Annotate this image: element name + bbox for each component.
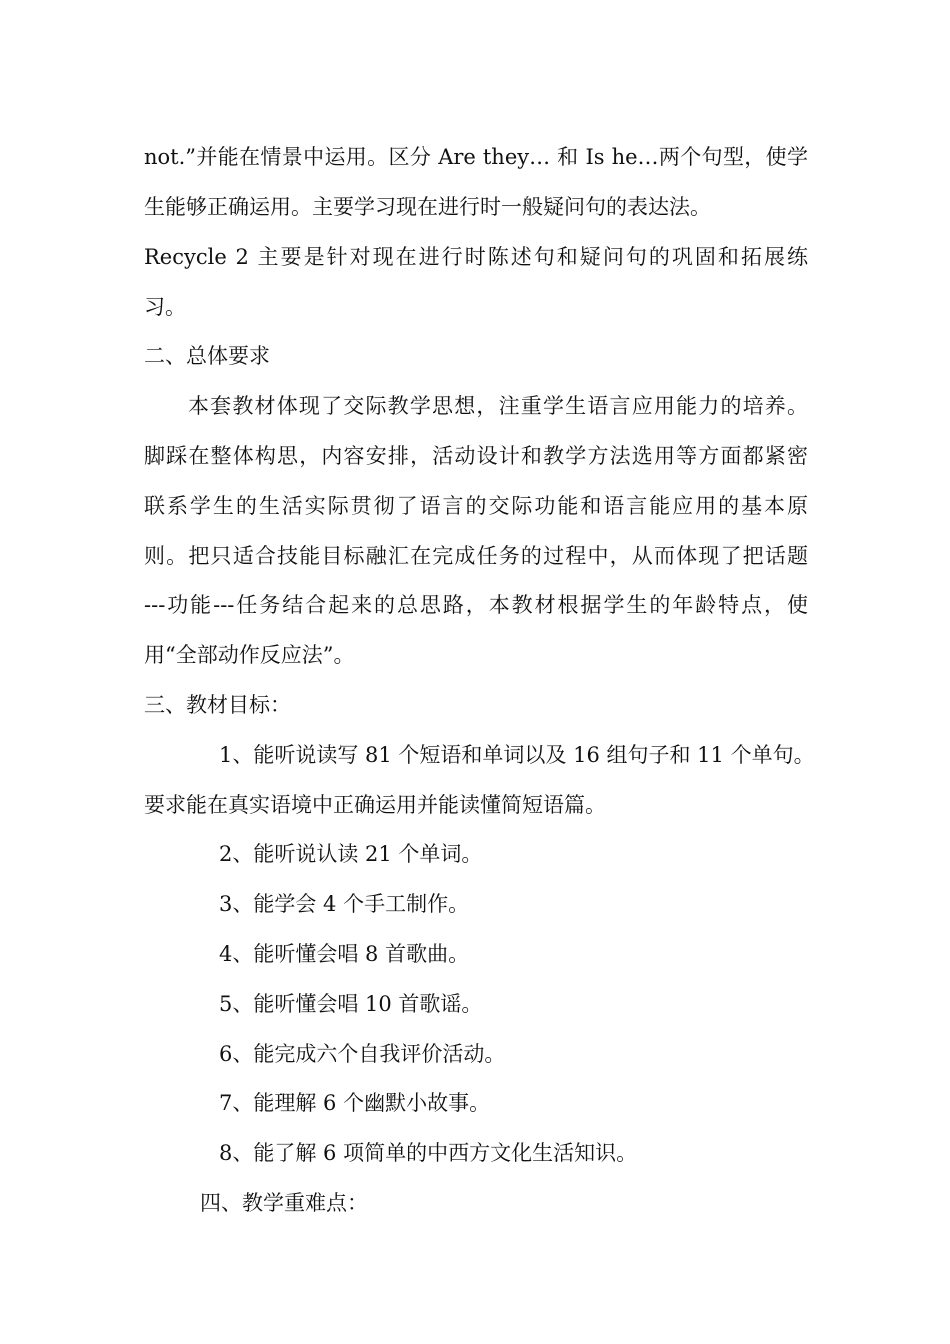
paragraph-line: 习。 (144, 295, 186, 319)
paragraph-line: 则。把只适合技能目标融汇在完成任务的过程中，从而体现了把话题 (144, 544, 808, 568)
list-item: 3、能学会 4 个手工制作。 (219, 892, 470, 916)
paragraph-line: ---功能---任务结合起来的总思路，本教材根据学生的年龄特点，使 (144, 593, 808, 617)
list-item: 1、能听说读写 81 个短语和单词以及 16 组句子和 11 个单句。 (219, 743, 815, 767)
section-heading: 二、总体要求 (144, 344, 270, 368)
list-item: 6、能完成六个自我评价活动。 (219, 1042, 506, 1066)
section-heading: 四、教学重难点： (200, 1191, 368, 1215)
list-item: 2、能听说认读 21 个单词。 (219, 842, 483, 866)
list-item: 8、能了解 6 项简单的中西方文化生活知识。 (219, 1141, 638, 1165)
paragraph-line: not.”并能在情景中运用。区分 Are they… 和 Is he…两个句型，使学 (144, 145, 808, 169)
paragraph-line: 联系学生的生活实际贯彻了语言的交际功能和语言能应用的基本原 (144, 494, 808, 518)
paragraph-line: 本套教材体现了交际教学思想，注重学生语言应用能力的培养。 (188, 394, 808, 418)
paragraph-line: 要求能在真实语境中正确运用并能读懂简短语篇。 (144, 793, 606, 817)
paragraph-line: 脚踩在整体构思，内容安排，活动设计和教学方法选用等方面都紧密 (144, 444, 808, 468)
list-item: 7、能理解 6 个幽默小故事。 (219, 1091, 491, 1115)
paragraph-line: 生能够正确运用。主要学习现在进行时一般疑问句的表达法。 (144, 195, 711, 219)
paragraph-line: Recycle 2 主要是针对现在进行时陈述句和疑问句的巩固和拓展练 (144, 245, 808, 269)
list-item: 5、能听懂会唱 10 首歌谣。 (219, 992, 483, 1016)
section-heading: 三、教材目标： (144, 693, 291, 717)
list-item: 4、能听懂会唱 8 首歌曲。 (219, 942, 470, 966)
paragraph-line: 用“全部动作反应法”。 (144, 643, 355, 667)
